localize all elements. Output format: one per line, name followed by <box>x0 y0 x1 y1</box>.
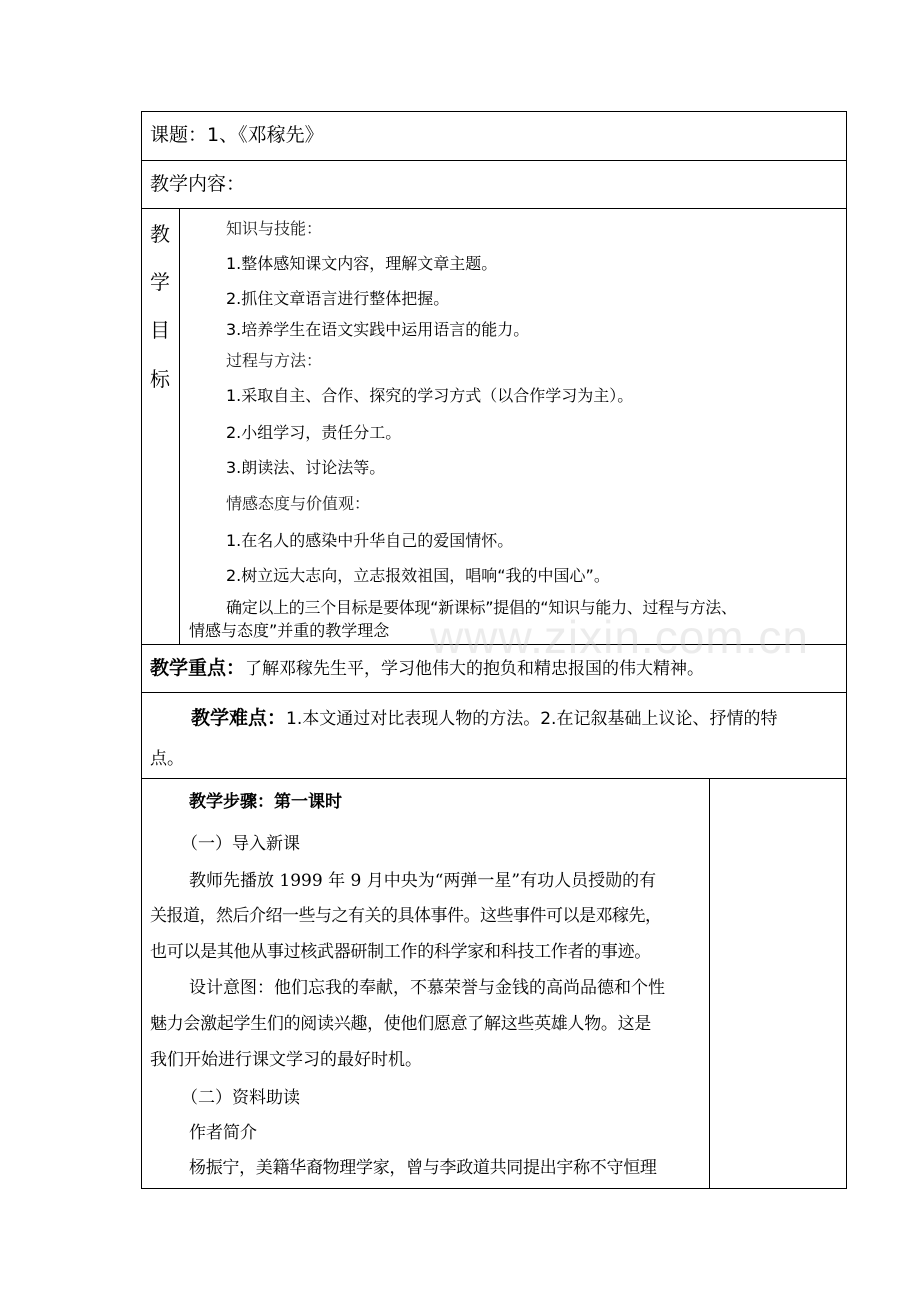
steps-paragraph-line: 关报道，然后介绍一些与之有关的具体事件。这些事件可以是邓稼先， <box>150 906 662 926</box>
row-divider <box>141 778 847 779</box>
objective-item: 2.树立远大志向，立志报效祖国，唱响“我的中国心”。 <box>226 566 610 585</box>
row-divider <box>141 692 847 693</box>
side-label-char: 教 <box>150 222 170 246</box>
steps-paragraph-line: 也可以是其他从事过核武器研制工作的科学家和科技工作者的事迹。 <box>150 942 651 962</box>
objective-item: 2.抓住文章语言进行整体把握。 <box>226 289 450 308</box>
steps-paragraph-line: 教师先播放 1999 年 9 月中央为“两弹一星”有功人员授勋的有 <box>189 871 657 891</box>
steps-subheading: （一）导入新课 <box>181 834 300 854</box>
row-divider <box>141 208 847 209</box>
steps-paragraph-line: 杨振宁，美籍华裔物理学家，曾与李政道共同提出宇称不守恒理 <box>189 1158 657 1178</box>
teaching-content-label: 教学内容： <box>150 173 246 195</box>
key-point-label: 教学重点： <box>150 657 246 679</box>
watermark: www.zixin.com.cn <box>430 611 809 663</box>
key-point-row <box>150 659 704 678</box>
steps-column-divider <box>709 778 710 1188</box>
objective-item: 1.整体感知课文内容，理解文章主题。 <box>226 254 498 273</box>
steps-paragraph-line: 设计意图：他们忘我的奉献，不慕荣誉与金钱的高尚品德和个性 <box>189 978 665 998</box>
objective-summary: 确定以上的三个目标是要体现“新课标”提倡的“知识与能力、过程与方法、 <box>226 598 737 617</box>
steps-subheading: 作者简介 <box>189 1123 257 1143</box>
difficulty-text: 1.本文通过对比表现人物的方法。2.在记叙基础上议论、抒情的特 <box>286 709 778 729</box>
steps-heading: 教学步骤：第一课时 <box>189 792 342 812</box>
objectives-column-divider <box>179 208 180 644</box>
steps-paragraph-line: 我们开始进行课文学习的最好时机。 <box>150 1050 422 1070</box>
steps-subheading: （二）资料助读 <box>181 1088 300 1108</box>
difficulty-text-cont: 点。 <box>150 749 184 769</box>
table-border-left <box>141 111 142 1189</box>
objective-heading: 知识与技能： <box>226 219 323 238</box>
objective-item: 2.小组学习，责任分工。 <box>226 423 402 442</box>
objective-item: 1.在名人的感染中升华自己的爱国情怀。 <box>226 531 514 550</box>
key-point-text: 了解邓稼先生平，学习他伟大的抱负和精忠报国的伟大精神。 <box>245 659 705 679</box>
side-label-char: 学 <box>150 270 170 294</box>
objective-item: 1.采取自主、合作、探究的学习方式（以合作学习为主）。 <box>226 386 634 405</box>
objective-summary: 情感与态度”并重的教学理念 <box>189 621 390 640</box>
objective-item: 3.朗读法、讨论法等。 <box>226 458 386 477</box>
table-border-bottom <box>141 1188 847 1189</box>
row-divider <box>141 160 847 161</box>
side-label-char: 目 <box>150 318 170 342</box>
difficulty-label: 教学难点： <box>191 707 287 729</box>
objective-heading: 过程与方法： <box>226 351 323 370</box>
row-divider <box>141 644 847 645</box>
side-label-char: 标 <box>150 367 170 391</box>
steps-paragraph-line: 魅力会激起学生们的阅读兴趣，使他们愿意了解这些英雄人物。这是 <box>150 1014 651 1034</box>
difficulty-row <box>191 709 777 728</box>
objective-item: 3.培养学生在语文实践中运用语言的能力。 <box>226 320 530 339</box>
objective-heading: 情感态度与价值观： <box>226 494 371 513</box>
lesson-title: 课题：1、《邓稼先》 <box>150 124 324 146</box>
table-border-right <box>846 111 847 1189</box>
table-border-top <box>141 111 847 112</box>
